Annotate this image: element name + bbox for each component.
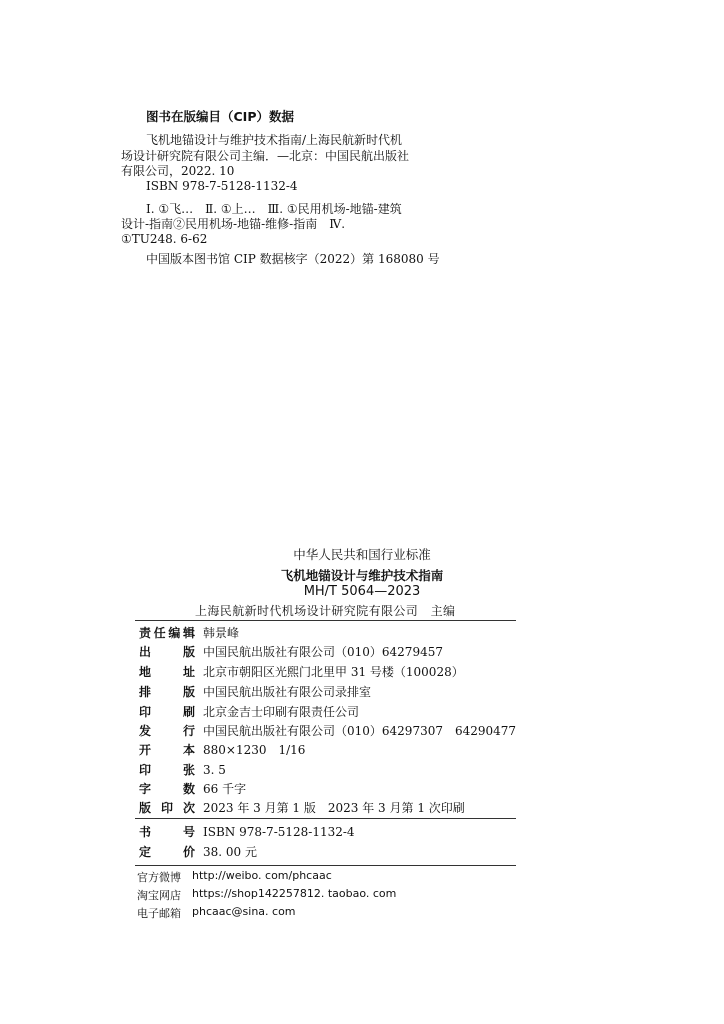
cip-line: 设计-指南②民用机场-地锚-维修-指南 Ⅳ. (121, 217, 346, 231)
detail-label: 排版 (139, 685, 195, 699)
detail-value: 中国民航出版社有限公司（010）64297307 64290477 (203, 724, 517, 738)
cip-line: 场设计研究院有限公司主编．—北京：中国民航出版社 (121, 149, 410, 163)
detail-value: 北京市朝阳区光熙门北里甲 31 号楼（100028） (203, 665, 464, 679)
detail-value: 中国民航出版社有限公司（010）64279457 (203, 645, 443, 659)
detail-label: 定价 (139, 845, 195, 859)
contact-label: 官方微博 (137, 871, 181, 884)
cip-line: 有限公司，2022. 10 (121, 164, 235, 178)
detail-label: 出版 (139, 645, 195, 659)
taobao-link[interactable]: https://shop142257812. taobao. com (192, 887, 397, 900)
weibo-link[interactable]: http://weibo. com/phcaac (192, 869, 332, 882)
detail-label: 开本 (139, 743, 195, 757)
detail-value: 3. 5 (203, 763, 226, 777)
detail-label: 版印次 (139, 801, 195, 815)
contact-label: 淘宝网店 (137, 889, 181, 902)
contact-label: 电子邮箱 (137, 907, 181, 920)
editor-line: 上海民航新时代机场设计研究院有限公司 主编 (195, 604, 456, 618)
detail-value: 北京金吉士印刷有限责任公司 (203, 705, 360, 719)
cip-line: ISBN 978-7-5128-1132-4 (146, 179, 298, 193)
detail-value: 2023 年 3 月第 1 版 2023 年 3 月第 1 次印刷 (203, 801, 465, 815)
cip-line: ①TU248. 6-62 (121, 232, 208, 246)
detail-label: 地址 (139, 665, 195, 679)
detail-label: 书号 (139, 825, 195, 839)
detail-value: 880×1230 1/16 (203, 743, 306, 757)
standard-type: 中华人民共和国行业标准 (293, 547, 431, 562)
price-value: 38. 00 元 (203, 845, 257, 859)
cip-data-number: 中国版本图书馆 CIP 数据核字（2022）第 168080 号 (146, 252, 440, 266)
cip-line: Ⅰ. ①飞… Ⅱ. ①上… Ⅲ. ①民用机场-地锚-建筑 (146, 202, 402, 216)
book-title: 飞机地锚设计与维护技术指南 (280, 568, 444, 583)
standard-number: MH/T 5064—2023 (303, 584, 421, 599)
detail-label: 发行 (139, 724, 195, 738)
detail-label: 责任编辑 (139, 626, 195, 640)
cip-line: 飞机地锚设计与维护技术指南/上海民航新时代机 (146, 133, 403, 147)
detail-value: 66 千字 (203, 782, 247, 796)
divider (135, 620, 516, 621)
detail-label: 印刷 (139, 705, 195, 719)
divider (135, 865, 516, 866)
detail-value: 韩景峰 (203, 626, 240, 640)
cip-heading: 图书在版编目（CIP）数据 (146, 109, 294, 124)
email-link[interactable]: phcaac@sina. com (192, 905, 296, 918)
detail-value: 中国民航出版社有限公司录排室 (203, 685, 372, 699)
detail-label: 字数 (139, 782, 195, 796)
detail-label: 印张 (139, 763, 195, 777)
divider (135, 818, 516, 819)
isbn-value: ISBN 978-7-5128-1132-4 (203, 825, 355, 839)
